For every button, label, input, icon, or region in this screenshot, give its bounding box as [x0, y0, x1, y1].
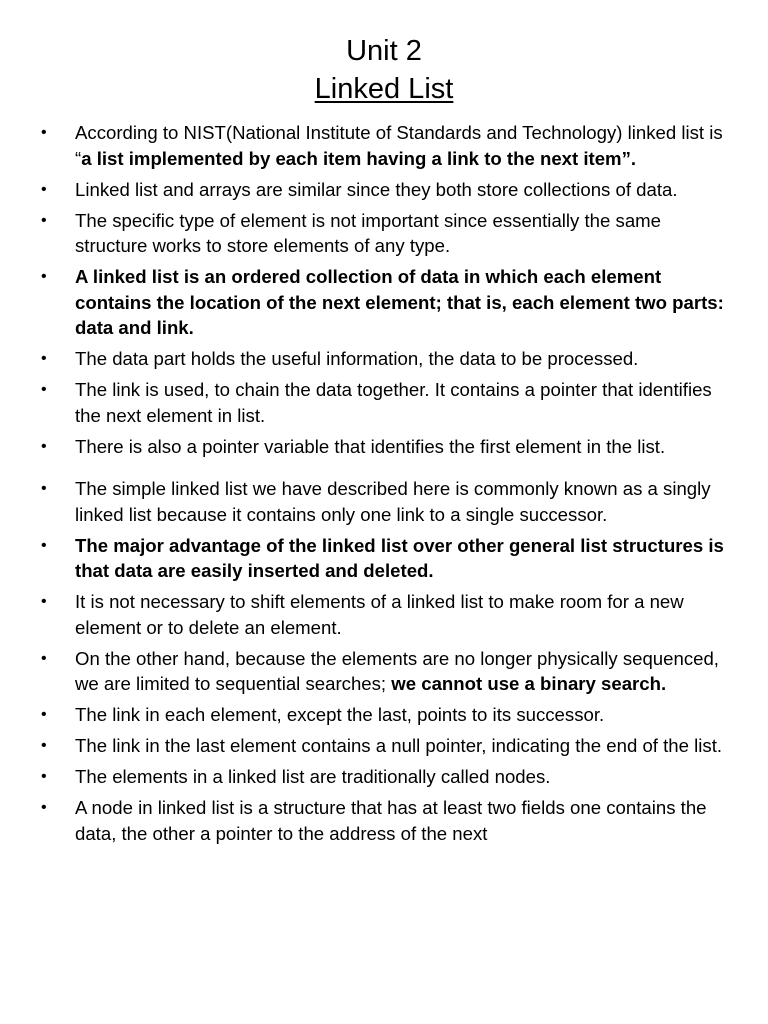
body-text: The elements in a linked list are traditionally called nodes.	[75, 766, 551, 787]
body-text: There is also a pointer variable that identifies the first element in the list.	[75, 435, 666, 457]
list-item	[0, 764, 768, 790]
list-item	[0, 533, 768, 584]
bold-text: A linked list is an ordered collection of data in which each element contains the location of the next element; that is, each element two parts: data and link.	[75, 266, 724, 338]
bullet-marker: •	[41, 211, 47, 229]
body-text: It is not necessary to shift elements of a linked list to make room for a new element or to delete an element.	[75, 591, 684, 638]
bullet-marker: •	[41, 381, 47, 398]
list-item	[0, 264, 768, 341]
bullet-marker: •	[41, 437, 47, 455]
bullet-marker: •	[41, 268, 47, 285]
list-item	[0, 377, 768, 428]
list-item	[0, 434, 768, 460]
body-text: The simple linked list we have described here is commonly known as a singly linked list because it contains only one link to a single successor.	[75, 478, 711, 525]
bullet-marker: •	[41, 593, 47, 610]
bullet-marker: •	[41, 124, 47, 141]
topic-title: Linked List	[314, 73, 454, 105]
body-text: A node in linked list is a structure that has at least two fields one contains the data, the other a pointer to the address of the next	[75, 797, 707, 844]
list-item	[0, 346, 768, 372]
bullet-marker: •	[41, 350, 47, 367]
body-text: The data part holds the useful information, the data to be processed.	[75, 348, 639, 369]
bold-text: a list implemented by each item having a link to the next item”.	[81, 147, 637, 169]
unit-title: Unit 2	[346, 35, 422, 67]
list-item	[0, 646, 768, 697]
body-text: The link in the last element contains a null pointer, indicating the end of the list.	[75, 735, 723, 756]
body-text: The link in each element, except the last, points to its successor.	[75, 704, 605, 725]
list-item	[0, 120, 768, 171]
list-item	[0, 795, 768, 846]
bold-text: we cannot use a binary search.	[391, 673, 667, 694]
body-text: The link is used, to chain the data together. It contains a pointer that identifies the next element in list.	[75, 379, 712, 426]
bullet-marker: •	[41, 737, 47, 754]
body-text: The specific type of element is not important since essentially the same structure works to store elements of any type.	[75, 209, 661, 256]
bullet-marker: •	[41, 799, 47, 816]
body-text: Linked list and arrays are similar since they both store collections of data.	[75, 178, 678, 200]
bullet-marker: •	[41, 649, 47, 667]
list-item	[0, 733, 768, 759]
list-item	[0, 208, 768, 259]
title-block	[0, 32, 768, 108]
list-item	[0, 177, 768, 203]
bold-text: The major advantage of the linked list over other general list structures is that data are easily inserted and deleted.	[75, 534, 724, 581]
bullet-marker: •	[41, 536, 47, 554]
body-text: According to NIST(National Institute of Standards and Technology) linked list is “	[75, 122, 723, 169]
bullet-marker: •	[41, 480, 47, 497]
list-item	[0, 476, 768, 527]
body-text: On the other hand, because the elements are no longer physically sequenced, we are limited to sequential searches;	[75, 647, 719, 694]
bullet-marker: •	[41, 768, 47, 785]
bullet-marker: •	[41, 180, 47, 198]
bullet-marker: •	[41, 706, 47, 723]
bullet-list	[0, 120, 768, 852]
list-item	[0, 589, 768, 640]
list-item	[0, 702, 768, 728]
